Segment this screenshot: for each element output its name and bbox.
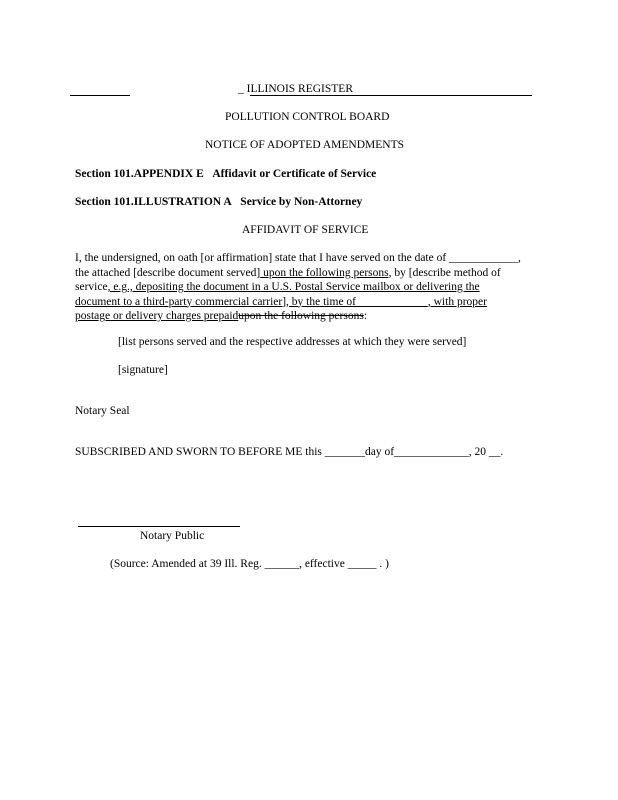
body-line-3a: service <box>75 281 108 293</box>
notary-public-label: Notary Public <box>140 530 205 542</box>
body-line-5a: postage or delivery charges prepaid <box>75 310 239 322</box>
notary-seal: Notary Seal <box>75 405 130 417</box>
notary-signature-line <box>78 526 240 527</box>
illustration-number: Section 101.ILLUSTRATION A <box>75 196 232 208</box>
register-dash: _ <box>238 83 247 95</box>
register-title <box>238 83 353 95</box>
persons-served: [list persons served and the respective addresses at which they were served] <box>118 336 467 348</box>
header-rule-right <box>250 95 532 96</box>
affidavit-title: AFFIDAVIT OF SERVICE <box>242 224 369 236</box>
sworn-statement: SUBSCRIBED AND SWORN TO BEFORE ME this _______day of_____________, 20 __. <box>75 446 504 458</box>
body-line-2 <box>75 266 545 281</box>
body-line-3 <box>75 280 545 295</box>
register-label: ILLINOIS REGISTER <box>246 83 353 95</box>
body-line-2a: the attached [describe document served] <box>75 266 261 279</box>
appendix-number: Section 101.APPENDIX E <box>75 168 204 180</box>
affidavit-body <box>75 251 545 324</box>
illustration-heading <box>75 196 362 208</box>
body-line-5 <box>75 309 545 324</box>
body-line-2b: upon the following persons, <box>260 266 392 279</box>
signature-placeholder: [signature] <box>118 364 168 376</box>
illustration-title: Service by Non-Attorney <box>240 196 363 208</box>
body-line-5b: upon the following persons <box>238 310 364 322</box>
body-line-5c: : <box>363 310 368 322</box>
source-note: (Source: Amended at 39 Ill. Reg. ______, effective _____ . ) <box>110 558 389 570</box>
body-line-1: I, the undersigned, on oath [or affirmation] state that I have served on the date of ____________, <box>75 252 521 264</box>
body-line-3b: , e.g., depositing the document in a U.S. Postal Service mailbox or delivering the <box>107 281 480 293</box>
body-line-4: document to a third-party commercial carrier], by the time of ____________, with proper <box>75 295 487 308</box>
board-title: POLLUTION CONTROL BOARD <box>225 111 390 123</box>
appendix-title: Affidavit or Certificate of Service <box>212 168 377 180</box>
appendix-heading <box>75 168 376 180</box>
notice-title: NOTICE OF ADOPTED AMENDMENTS <box>205 139 405 151</box>
body-line-2c: by [describe method of <box>391 266 501 279</box>
header-rule-left <box>70 95 130 96</box>
